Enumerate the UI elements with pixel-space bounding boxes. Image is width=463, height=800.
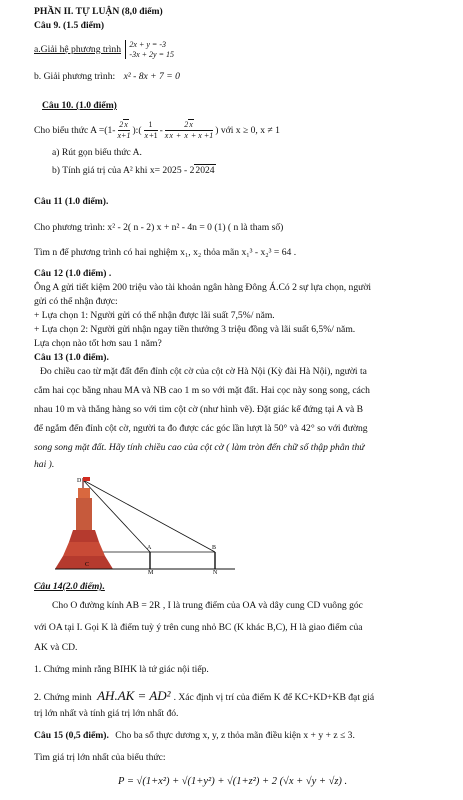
q9-system xyxy=(125,40,174,59)
q12-line5: Lựa chọn nào tốt hơn sau 1 năm? xyxy=(34,338,162,349)
tower-shape xyxy=(55,477,113,569)
q14-line4: 1. Chứng minh rằng BIHK là tứ giác nội tiếp. xyxy=(34,664,209,675)
q15-line2: Tìm giá trị lớn nhất của biểu thức: xyxy=(34,752,166,763)
q12-line4: + Lựa chọn 2: Người gửi nhận ngay tiền thưởng 3 triệu đồng và lãi suất 6,5%/ năm. xyxy=(34,324,356,335)
label-a: A xyxy=(147,545,152,551)
sight-line-b xyxy=(83,480,215,552)
q9-part-b xyxy=(34,71,180,83)
q13-line1: Đo chiều cao từ mặt đất đến đỉnh cột cờ của cột cờ Hà Nội (Kỳ đài Hà Nội), người ta xyxy=(40,366,367,377)
q14-line6: trị lớn nhất và tính giá trị lớn nhất đó. xyxy=(34,708,179,719)
q14-line5 xyxy=(34,688,374,704)
q14-line1: Cho O đường kính AB = 2R , I là trung điểm của OA và dây cung CD vuông góc xyxy=(52,600,363,611)
q9-part-a xyxy=(34,40,174,59)
q15-line1 xyxy=(34,730,355,742)
q10-frac3: 2x xx + x + x +1 xyxy=(164,120,214,140)
q13-heading: Câu 13 (1.0 điểm). xyxy=(34,352,109,363)
q10-intro: Cho biểu thức A =(1- xyxy=(34,124,116,136)
q14-line5-post: . Xác định vị trí của điểm K để KC+KD+KB đạt giá xyxy=(173,692,375,703)
q10-expression: Cho biểu thức A =(1- 2x x+1 ):( 1 x+1 - 2x xx + x + x +1 ) với x ≥ 0, x ≠ 1 xyxy=(34,120,280,140)
q11-heading: Câu 11 (1.0 điểm). xyxy=(34,196,109,207)
q10-mid: ):( xyxy=(132,124,142,136)
q10-heading: Câu 10. (1.0 điểm) xyxy=(42,100,117,111)
q12-line2: gửi có thể nhận được: xyxy=(34,296,118,307)
q12-line1: Ông A gửi tiết kiệm 200 triệu vào tài khoản ngân hàng Đông Á.Có 2 sự lựa chọn, người xyxy=(34,282,372,293)
q14-heading: Câu 14(2.0 điểm). xyxy=(34,581,105,592)
label-c: C xyxy=(85,562,90,568)
q11-line2: Tìm n để phương trình có hai nghiệm x₁, x₂ thỏa mãn x₁³ - x₂³ = 64 . xyxy=(34,247,297,258)
q9-eq1: 2x + y = -3 xyxy=(129,40,166,49)
section-title: PHẦN II. TỰ LUẬN (8,0 điểm) xyxy=(34,6,163,17)
label-b: B xyxy=(212,545,217,551)
q10-part-b xyxy=(52,165,216,177)
q13-line5: song song mặt đất. Hãy tính chiều cao của cột cờ ( làm tròn đến chữ số thập phân thứ xyxy=(34,442,365,453)
q14-line3: AK và CD. xyxy=(34,642,78,653)
q10-b-root: 2024 xyxy=(195,165,215,176)
label-n: N xyxy=(213,570,218,574)
q9-b-eq: x² - 8x + 7 = 0 xyxy=(123,71,180,82)
q12-heading: Câu 12 (1.0 điểm) . xyxy=(34,268,112,279)
q15-line1-tail: Cho ba số thực dương x, y, z thỏa mãn điều kiện x + y + z ≤ 3. xyxy=(115,730,355,741)
q13-line6: hai ). xyxy=(34,459,55,470)
q15-formula: P = √(1+x²) + √(1+y²) + √(1+z²) + 2 (√x + √y + √z) . xyxy=(118,776,348,787)
q10-frac1: 2x x+1 xyxy=(117,120,131,140)
q9-eq2: -3x + 2y = 15 xyxy=(129,49,174,59)
q12-line3: + Lựa chọn 1: Người gửi có thể nhận được lãi suất 7,5%/ năm. xyxy=(34,310,275,321)
q9-b-text: b. Giải phương trình: xyxy=(34,71,116,82)
q10-b-text: b) Tính giá trị của A² khi x= 2025 - 2 xyxy=(52,165,195,176)
q14-line2: với OA tại I. Gọi K là điểm tuỳ ý trên cung nhỏ BC (K khác B,C), H là giao điểm của xyxy=(34,622,363,633)
q10-part-a: a) Rút gọn biểu thức A. xyxy=(52,147,142,158)
q10-frac2: 1 x+1 xyxy=(144,120,158,140)
q14-line5-eq: AH.AK = AD² xyxy=(97,688,171,703)
q9-a-label: a.Giải hệ phương trình xyxy=(34,43,122,55)
label-d: D xyxy=(77,478,82,484)
q14-line5-pre: 2. Chứng minh xyxy=(34,692,92,703)
q15-heading: Câu 15 (0,5 điểm). xyxy=(34,730,109,741)
q10-tail: ) với x ≥ 0, x ≠ 1 xyxy=(215,124,280,136)
label-m: M xyxy=(148,570,154,574)
flag-tower-figure xyxy=(55,474,245,574)
q11-line1: Cho phương trình: x² - 2( n - 2) x + n² - 4n = 0 (1) ( n là tham số) xyxy=(34,222,284,233)
q13-line3: nhau 10 m và thẳng hàng so với tim cột cờ (như hình vẽ). Đặt giác kế đứng tại A và B xyxy=(34,404,364,415)
q9-heading: Câu 9. (1.5 điểm) xyxy=(34,20,105,31)
q13-line4: để ngắm đến đỉnh cột cờ, người ta đo được các góc lần lượt là 50° và 42° so với đường xyxy=(34,423,368,434)
q13-line2: cắm hai cọc bằng nhau MA và NB cao 1 m so với mặt đất. Hai cọc này song song, cách xyxy=(34,385,370,396)
